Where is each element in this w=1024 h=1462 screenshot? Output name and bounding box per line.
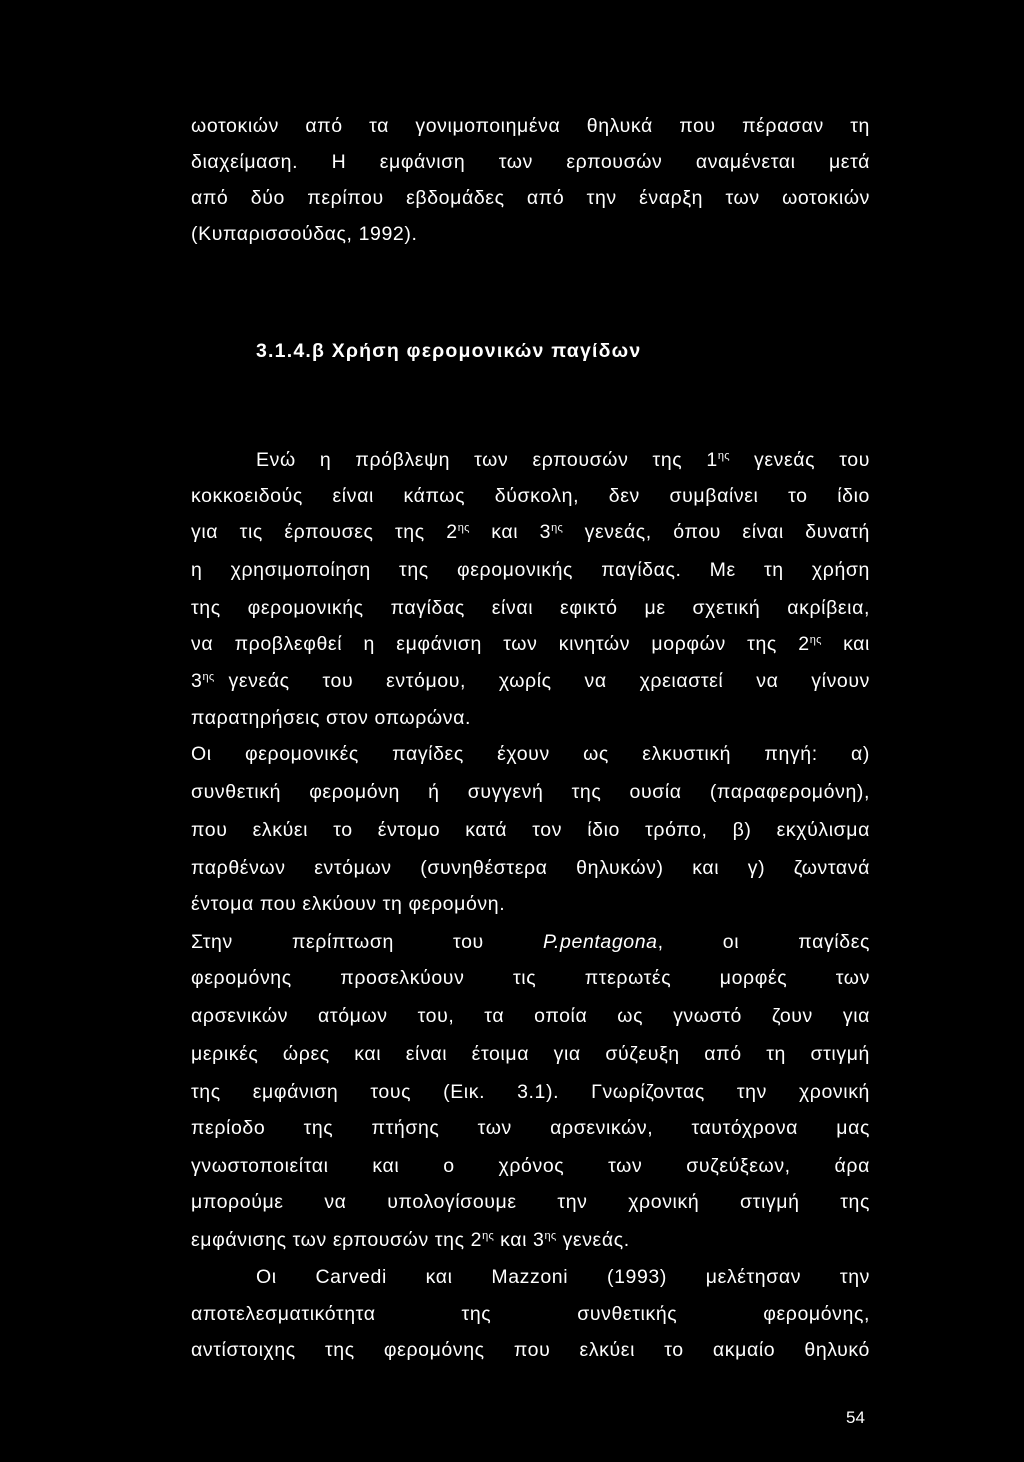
text-line: παρατηρήσεις στον οπωρώνα. — [191, 707, 471, 729]
text-line: παρθένων εντόμων (συνηθέστερα θηλυκών) και γ) ζωντανά — [191, 857, 870, 879]
text-line: μπορούμε να υπολογίσουμε την χρονική στιγμή της — [191, 1191, 870, 1213]
text-line: (Κυπαρισσούδας, 1992). — [191, 223, 418, 245]
text-line: ωοτοκιών από τα γονιμοποιημένα θηλυκά που πέρασαν τη — [191, 115, 870, 137]
text-line: Ενώ η πρόβλεψη των ερπουσών της $1^{\eta\varsigma}$ γενεάς του — [256, 449, 870, 471]
species-name: P.pentagona — [542, 931, 658, 953]
text-line: έντομα που ελκύουν τη φερομόνη. — [191, 893, 506, 915]
text-line: Οι Carvedi και Mazzoni (1993) μελέτησαν την — [256, 1266, 870, 1288]
text-line: γνωστοποιείται και ο χρόνος των συζεύξεων, άρα — [191, 1155, 870, 1177]
text-line: μερικές ώρες και είναι έτοιμα για σύζευξη από τη στιγμή — [191, 1043, 870, 1065]
text-line: κοκκοειδούς είναι κάπως δύσκολη, δεν συμβαίνει το ίδιο — [191, 485, 870, 507]
text-line: διαχείμαση. Η εμφάνιση των ερπουσών αναμένεται μετά — [191, 151, 870, 173]
text-line: για τις έρπουσες της $2^{\eta\varsigma}$ και $3^{\eta\varsigma}$ γενεάς, όπου είναι δυνατή — [191, 521, 870, 543]
text-line: να προβλεφθεί η εμφάνιση των κινητών μορφών της $2^{\eta\varsigma}$ και — [191, 633, 870, 655]
text-line: Στην περίπτωση του P.pentagona, οι παγίδες — [191, 931, 870, 953]
text-line: που ελκύει το έντομο κατά τον ίδιο τρόπο, β) εκχύλισμα — [191, 819, 870, 841]
text-line: αντίστοιχης της φερομόνης που ελκύει το ακμαίο θηλυκό — [191, 1339, 870, 1361]
text-line: αποτελεσματικότητα της συνθετικής φερομόνης, — [191, 1303, 870, 1325]
page-number: 54 — [846, 1408, 865, 1427]
text-line: $3^{\eta\varsigma}$ γενεάς του εντόμου, χωρίς να χρειαστεί να γίνουν — [191, 670, 870, 692]
text-line: αρσενικών ατόμων του, τα οποία ως γνωστό ζουν για — [191, 1005, 870, 1027]
text-line: φερομόνης προσελκύουν τις πτερωτές μορφές των — [191, 967, 870, 989]
text-line: εμφάνισης των ερπουσών της $2^{\eta\varsigma}$ και $3^{\eta\varsigma}$ γενεάς. — [191, 1229, 630, 1251]
text-line: από δύο περίπου εβδομάδες από την έναρξη των ωοτοκιών — [191, 187, 870, 209]
section-heading: 3.1.4.β Χρήση φερομονικών παγίδων — [256, 340, 642, 362]
text-line: η χρησιμοποίηση της φερομονικής παγίδας. Με τη χρήση — [191, 559, 870, 581]
text-line: Οι φερομονικές παγίδες έχουν ως ελκυστική πηγή: α) — [191, 743, 870, 765]
text-line: της εμφάνιση τους (Εικ. 3.1). Γνωρίζοντας την χρονική — [191, 1081, 870, 1103]
text-line: της φερομονικής παγίδας είναι εφικτό με σχετική ακρίβεια, — [191, 597, 870, 619]
text-line: περίοδο της πτήσης των αρσενικών, ταυτόχρονα μας — [191, 1117, 870, 1139]
text-line: συνθετική φερομόνη ή συγγενή της ουσία (παραφερομόνη), — [191, 781, 870, 803]
